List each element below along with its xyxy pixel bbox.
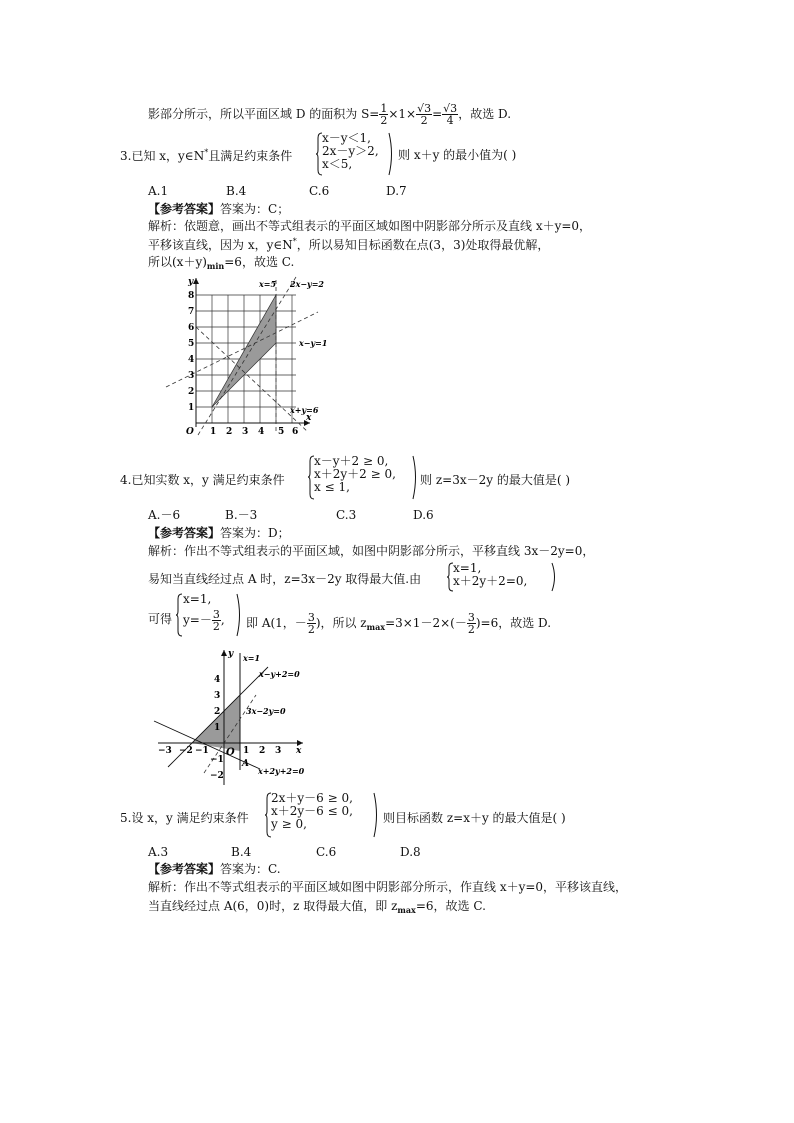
q4-label-3x-2y: 3x−2y=0 — [246, 706, 286, 716]
q4-point-a: 即 A(1，－ — [246, 616, 307, 630]
q3-option-b: B.4 — [226, 184, 247, 198]
q3-explanation-3 — [148, 255, 294, 272]
q3-suffix: 则 x＋y 的最小值为( ) — [398, 148, 517, 162]
q3-explanation-2 — [148, 237, 549, 252]
q4-condition-3: x ≤ 1, — [314, 480, 350, 494]
q3-label-2x-y: 2x−y=2 — [290, 279, 324, 289]
q3-y-label: y — [188, 277, 194, 287]
q3-x-tick: 3 — [242, 427, 249, 437]
q4-option-d: D.6 — [413, 508, 434, 522]
q4-x-tick: −2 — [179, 746, 193, 756]
q3-y-tick: 5 — [188, 339, 195, 349]
q3-option-a: A.1 — [148, 184, 169, 198]
q3-expl2-text: 平移该直线，因为 x，y∈N — [148, 238, 293, 252]
q4-constraint-system — [308, 455, 418, 500]
q4-condition-2: x＋2y＋2 ≥ 0, — [314, 467, 396, 481]
q3-constraint-system — [316, 132, 396, 176]
q3-y-tick: 4 — [188, 355, 195, 365]
frac-den: 4 — [446, 114, 454, 127]
q4-expl3-mid: )，所以 z — [315, 616, 367, 630]
q4-answer-tag: 【参考答案】 — [148, 526, 221, 540]
q4-label-x-y+2: x−y+2=0 — [259, 669, 300, 679]
q3-explanation-1: 解析：依题意，画出不等式组表示的平面区域如图中阴影部分所示及直线 x＋y=0， — [148, 219, 592, 233]
q3-y-tick: 1 — [188, 403, 195, 413]
q3-x-tick: 4 — [258, 427, 265, 437]
q4-solve-eq-1: x=1, — [453, 561, 482, 575]
q4-x-tick: −1 — [195, 746, 209, 756]
q4-y-tick: 2 — [214, 707, 221, 717]
q4-option-a: A.－6 — [148, 508, 181, 522]
q4-x-tick: 3 — [275, 746, 282, 756]
q3-label-x+y: x+y=6 — [290, 405, 319, 415]
q3-condition-2: 2x－y＞2, — [322, 144, 379, 158]
q4-expl3-tail1: =3×1－2×(－ — [385, 616, 467, 630]
q5-condition-2: x＋2y－6 ≤ 0, — [271, 804, 353, 818]
q3-sup: * — [204, 148, 209, 157]
q3-y-tick: 6 — [188, 323, 195, 333]
q4-line-labels — [242, 653, 305, 776]
q4-option-b: B.－3 — [225, 508, 258, 522]
frac-den: 2 — [212, 620, 220, 633]
q3-condition-3: x＜5, — [322, 157, 353, 171]
frac-num: 3 — [467, 611, 475, 624]
q5-expl2-pre: 当直线经过点 A(6，0)时，z 取得最大值，即 z — [148, 899, 398, 913]
q3-expl2-tail: ，所以易知目标函数在点(3，3)处取得最优解， — [296, 238, 550, 252]
frac-den: 2 — [307, 623, 315, 636]
q4-label-x1: x=1 — [243, 653, 261, 663]
frac-root3-4 — [442, 103, 458, 126]
q3-graph — [158, 272, 328, 437]
q5-condition-1: 2x＋y－6 ≥ 0, — [271, 791, 353, 805]
q4-expl3-sub: max — [366, 622, 386, 632]
q4-prefix: 4.已知实数 x，y 满足约束条件 — [120, 473, 285, 487]
top-text: 影部分所示，所以平面区域 D 的面积为 S= — [148, 107, 380, 121]
q4-y-tick: −2 — [210, 771, 224, 781]
q3-option-d: D.7 — [386, 184, 407, 198]
q4-y-tick: −1 — [210, 755, 224, 765]
q3-answer-text: 答案为：C； — [220, 202, 290, 216]
q3-label-x-y: x−y=1 — [299, 338, 328, 348]
q5-expl2-tail: =6，故选 C. — [415, 899, 486, 913]
q4-y-tick: 4 — [214, 675, 221, 685]
q5-explanation-2 — [148, 899, 486, 916]
q4-result-x: x=1, — [183, 592, 212, 606]
q3-condition-1: x－y＜1, — [322, 131, 371, 145]
q4-answer — [148, 526, 290, 540]
q3-expl3-tail: =6，故选 C. — [224, 255, 295, 269]
q4-y-tick: 3 — [214, 691, 221, 701]
q5-option-c: C.6 — [316, 845, 337, 859]
right-paren-icon — [551, 562, 559, 592]
q5-answer-tag: 【参考答案】 — [148, 862, 221, 876]
q3-x-tick: 5 — [278, 427, 285, 437]
q3-x-ticks — [210, 427, 298, 437]
q4-graph — [148, 645, 318, 790]
q5-option-d: D.8 — [400, 845, 421, 859]
q4-result-y-row: y=－ $\frac{3}{2}$ , — [183, 608, 225, 633]
top-tail: ，故选 D. — [458, 107, 512, 121]
q4-x-label: x — [296, 746, 302, 756]
frac-den: 2 — [420, 114, 428, 127]
q5-condition-3: y ≥ 0, — [271, 817, 307, 831]
q4-x-tick: 2 — [259, 746, 266, 756]
q4-result-system — [176, 593, 248, 637]
q4-label-x+2y+2: x+2y+2=0 — [258, 766, 305, 776]
frac-num: 1 — [380, 102, 388, 115]
q5-constraint-system — [265, 792, 381, 838]
q5-prefix: 5.设 x，y 满足约束条件 — [120, 811, 249, 825]
q4-result-y: y=－ — [183, 613, 212, 627]
top-eq: = — [432, 107, 443, 121]
q5-expl2-sub: max — [397, 905, 416, 915]
q4-condition-1: x－y＋2 ≥ 0, — [314, 454, 389, 468]
q5-suffix: 则目标函数 z=x＋y 的最大值是( ) — [383, 811, 566, 825]
q4-expl3-tail2: )=6，故选 D. — [475, 616, 552, 630]
q3-x-label: x — [306, 413, 312, 423]
q4-explanation-1: 解析：作出不等式组表示的平面区域，如图中阴影部分所示，平移直线 3x－2y=0， — [148, 544, 595, 558]
q3-answer-tag: 【参考答案】 — [148, 202, 221, 216]
frac-num: √3 — [417, 102, 432, 115]
right-paren-icon — [412, 455, 420, 500]
q4-solve-system — [447, 562, 559, 592]
frac-num: 3 — [212, 608, 220, 621]
q5-explanation-1: 解析：作出不等式组表示的平面区域如图中阴影部分所示，作直线 x＋y=0，平移该直线， — [148, 880, 628, 894]
arrow-icon — [193, 278, 199, 284]
q3-y-tick: 2 — [188, 387, 195, 397]
q5-option-b: B.4 — [231, 845, 252, 859]
arrow-icon — [221, 650, 227, 656]
q3-option-c: C.6 — [309, 184, 330, 198]
top-area-line — [148, 103, 511, 126]
frac-root3-2 — [416, 103, 432, 126]
right-paren-icon — [236, 593, 244, 637]
top-mid: ×1× — [388, 107, 417, 121]
q4-answer-text: 答案为：D； — [220, 526, 290, 540]
q4-expl3-pre: 可得 — [148, 612, 173, 626]
q4-y-tick: 1 — [214, 723, 221, 733]
q3-y-ticks — [188, 291, 194, 413]
frac-den: 2 — [380, 114, 388, 127]
q3-prefix: 3.已知 x，y∈N — [120, 149, 205, 163]
frac-den: 2 — [467, 623, 475, 636]
q4-y-label: y — [228, 649, 234, 659]
q4-x-tick: 1 — [243, 746, 250, 756]
q3-origin: O — [186, 427, 194, 437]
q4-origin: O — [226, 747, 235, 758]
q3-y-tick: 8 — [188, 291, 195, 301]
q3-stem — [120, 148, 292, 163]
q4-expl3-rest — [246, 612, 551, 635]
q3-x-tick: 2 — [226, 427, 233, 437]
q3-y-tick: 7 — [188, 307, 195, 317]
frac-half — [379, 103, 388, 126]
q3-x-tick: 6 — [292, 427, 299, 437]
frac-num: 3 — [307, 611, 315, 624]
q3-answer — [148, 202, 289, 216]
q4-option-c: C.3 — [336, 508, 357, 522]
q3-label-x5: x=5 — [259, 279, 277, 289]
q3-expl3-pre: 所以(x＋y) — [148, 255, 207, 269]
frac-3-2 — [212, 609, 221, 632]
q3-y-tick: 3 — [188, 371, 195, 381]
q3-expl3-sub: min — [206, 261, 225, 271]
q4-explanation-2: 易知当直线经过点 A 时，z=3x－2y 取得最大值.由 — [148, 572, 422, 586]
right-paren-icon — [373, 792, 381, 838]
frac-3-2 — [467, 612, 476, 635]
q3-mid: 且满足约束条件 — [208, 149, 293, 163]
frac-num: √3 — [443, 102, 458, 115]
q4-solve-eq-2: x＋2y＋2=0, — [453, 574, 528, 588]
q4-suffix: 则 z=3x－2y 的最大值是( ) — [420, 473, 571, 487]
q4-x-tick: −3 — [158, 746, 172, 756]
frac-3-2 — [307, 612, 316, 635]
right-paren-icon — [388, 132, 396, 176]
q3-line-2x-y-2 — [198, 277, 299, 437]
q5-answer-text: 答案为：C. — [220, 862, 281, 876]
q5-answer — [148, 862, 281, 876]
q3-expl2-sup: * — [292, 237, 297, 246]
q5-option-a: A.3 — [148, 845, 169, 859]
q4-point-label: A — [242, 759, 249, 769]
q3-x-tick: 1 — [210, 427, 217, 437]
